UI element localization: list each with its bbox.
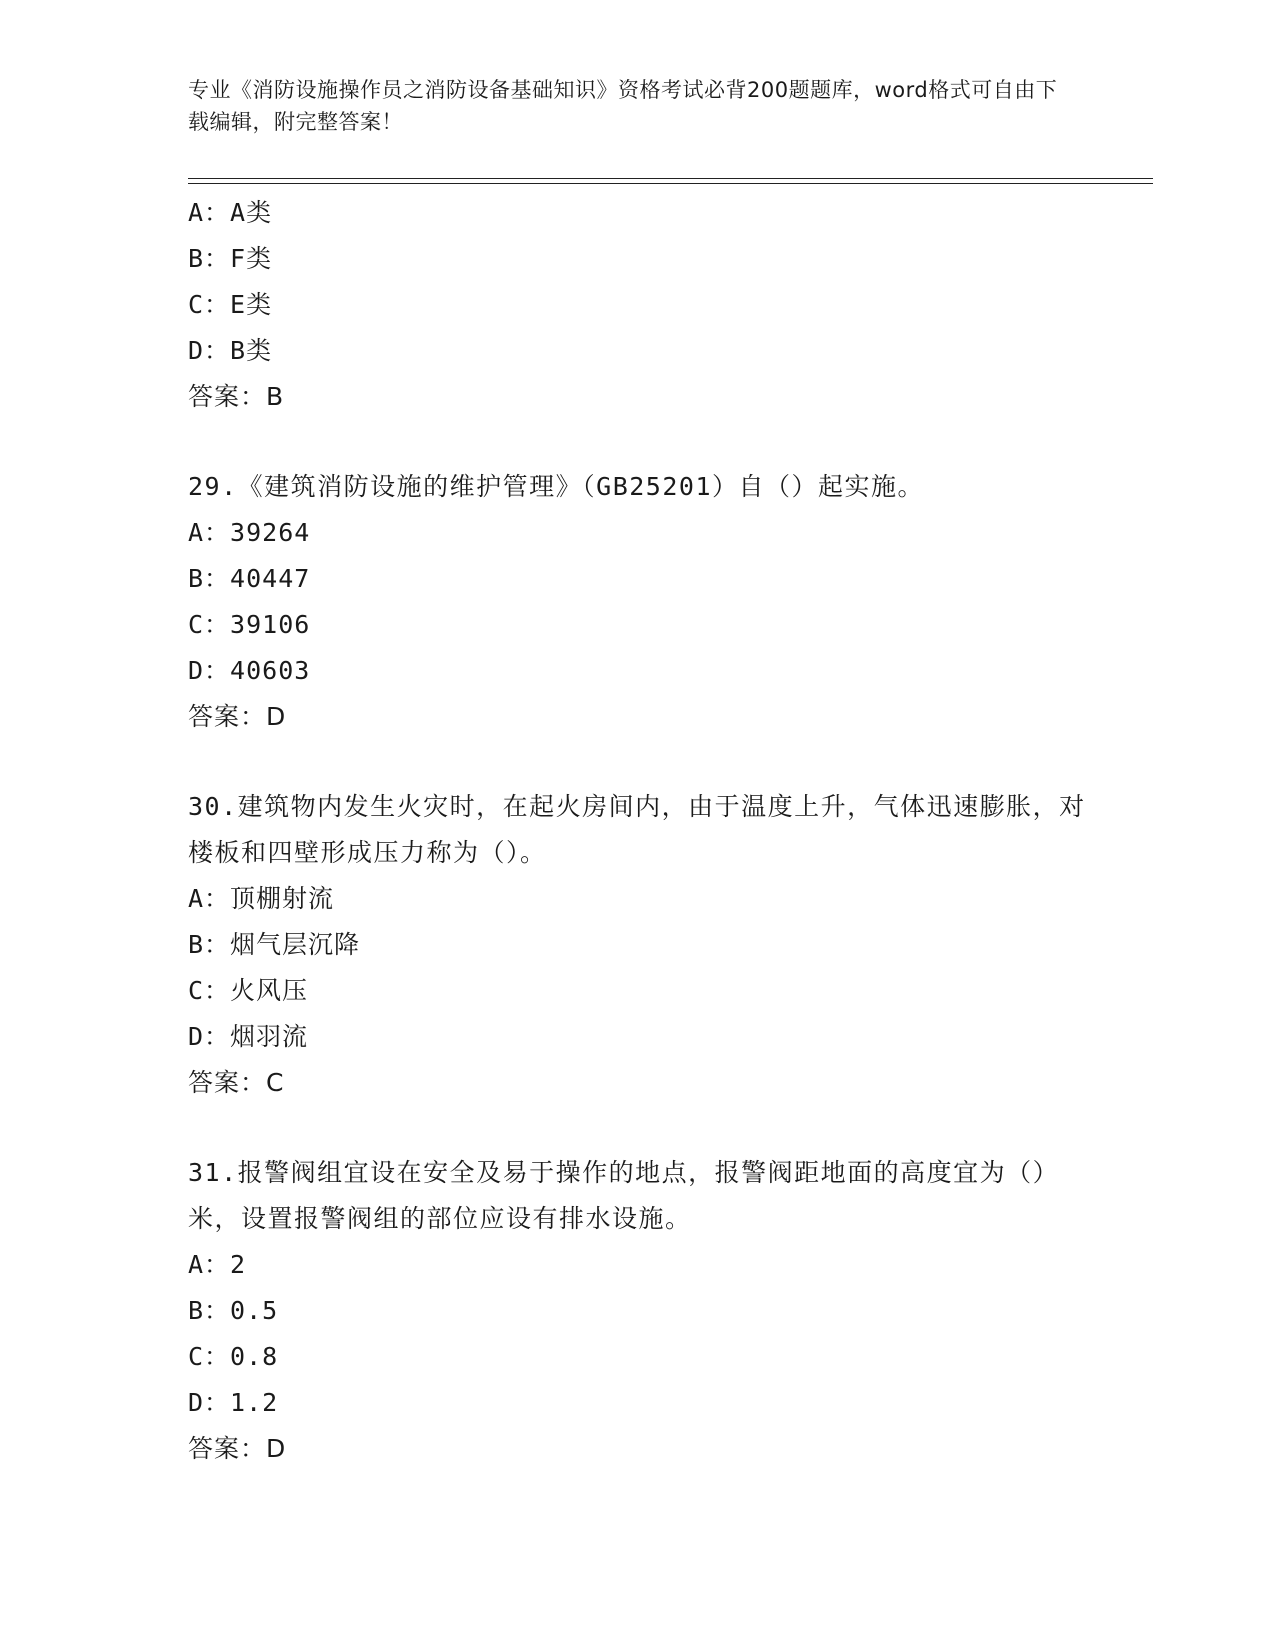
question-28 xyxy=(188,190,1088,420)
option-b: B：烟气层沉降 xyxy=(188,930,361,959)
option-c: C：火风压 xyxy=(188,976,309,1005)
option-a: A：A类 xyxy=(188,198,273,227)
option-a: A：39264 xyxy=(188,518,311,547)
option-b: B：40447 xyxy=(188,564,311,593)
option-c: C：E类 xyxy=(188,290,273,319)
question-list xyxy=(188,190,1088,1472)
document-header: 专业《消防设施操作员之消防设备基础知识》资格考试必背200题题库，word格式可自由下载编辑，附完整答案！ xyxy=(188,78,1058,134)
option-c: C：0.8 xyxy=(188,1342,279,1371)
option-c: C：39106 xyxy=(188,610,311,639)
question-29 xyxy=(188,464,1088,740)
question-31 xyxy=(188,1150,1088,1472)
question-text: 31.报警阀组宜设在安全及易于操作的地点，报警阀距地面的高度宜为（）米，设置报警阀组的部位应设有排水设施。 xyxy=(188,1158,1060,1233)
option-a: A：2 xyxy=(188,1250,247,1279)
option-b: B：F类 xyxy=(188,244,273,273)
answer: 答案：D xyxy=(188,1434,287,1463)
answer: 答案：B xyxy=(188,382,285,411)
option-a: A：顶棚射流 xyxy=(188,884,335,913)
option-d: D：40603 xyxy=(188,656,311,685)
header-divider-top xyxy=(188,178,1153,179)
answer: 答案：C xyxy=(188,1068,285,1097)
option-b: B：0.5 xyxy=(188,1296,279,1325)
option-d: D：1.2 xyxy=(188,1388,279,1417)
question-text: 29.《建筑消防设施的维护管理》（GB25201）自（）起实施。 xyxy=(188,472,925,501)
question-text: 30.建筑物内发生火灾时，在起火房间内，由于温度上升，气体迅速膨胀，对楼板和四壁形成压力称为（）。 xyxy=(188,792,1086,867)
answer: 答案：D xyxy=(188,702,287,731)
header-divider-bottom xyxy=(188,183,1153,184)
option-d: D：烟羽流 xyxy=(188,1022,309,1051)
option-d: D：B类 xyxy=(188,336,273,365)
question-30 xyxy=(188,784,1088,1106)
